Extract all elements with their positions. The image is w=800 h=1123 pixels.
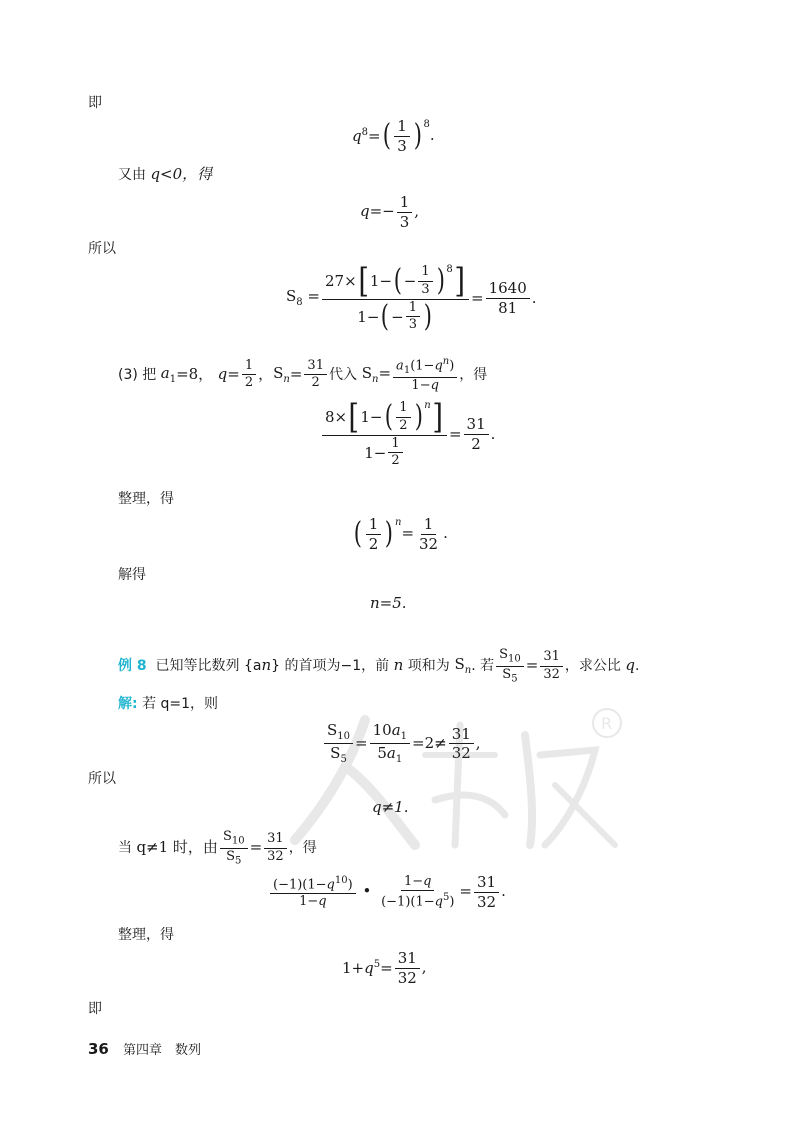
equation-half-power: ( $\frac{1}{2}$ ) $^n$ = $\frac{1}{32}$ .: [353, 515, 448, 553]
part3-line: (3) 把 $a_1$ =8， q= $\frac{1}{2}$ ， $S_n$ = $\frac{31}{2}$ 代入 $S_n=$ $\frac{a_1(1-q^n)}{1-q}$ ，得: [118, 356, 488, 393]
equation-n5: n=5.: [370, 594, 407, 612]
example-label: 例 8: [118, 658, 147, 674]
equation-q-value: q=− $\frac{1}{3}$ ,: [360, 193, 420, 231]
equation-s8: $S_8$ = 27× [ 1− ( − $\frac{1}{3}$ ) $^8$ ] 1− ( − $\frac{1}{3}$ ) = $\frac{1640}{81}$ .: [286, 261, 537, 334]
word-suoyi-2: 所以: [88, 771, 116, 787]
chapter-title: 第四章 数列: [123, 1043, 202, 1058]
solution-start: 解: 若 q=1，则: [118, 696, 219, 712]
page-number: 36: [88, 1040, 109, 1058]
svg-text:R: R: [601, 714, 613, 733]
word-jiede: 解得: [118, 567, 146, 583]
equation-ratio-general: $\frac{(-1)(1-q^{10})}{1-q}$ • $\frac{1-q}{(-1)(1-q^5)}$ = $\frac{31}{32}$ .: [268, 874, 506, 910]
example-8-statement: 例 8 已知等比数列 {a n } 的首项为−1，前 n 项和为 $S_n$ . 若 $\frac{S_{10}}{S_5}$ = $\frac{31}{32}$ ，求公比 q .: [118, 647, 640, 685]
word-zhengli: 整理，得: [118, 491, 174, 507]
word-ji-2: 即: [88, 1001, 102, 1017]
equation-q8: $q^8=$ ( $\frac{1}{3}$ ) $^8$ .: [352, 117, 435, 155]
equation-part3: 8× [ 1− ( $\frac{1}{2}$ ) $^n$ ] 1− $\frac{1}{2}$ = $\frac{31}{2}$ .: [320, 400, 495, 469]
condition-line: 又由 q<0，得: [118, 165, 213, 183]
word-zhengli-2: 整理，得: [118, 927, 174, 943]
equation-q5: $1+q^5=$ $\frac{31}{32}$ ,: [342, 949, 427, 987]
equation-q-ne-1: q≠1.: [372, 798, 409, 816]
word-ji: 即: [88, 95, 102, 111]
equation-ratio-q1: $\frac{S_{10}}{S_5}$ = $\frac{10a_1}{5a_1}$ =2≠ $\frac{31}{32}$ ,: [322, 722, 481, 765]
page-footer: [88, 1040, 201, 1060]
word-suoyi: 所以: [88, 241, 116, 257]
solution-label: 解:: [118, 696, 138, 712]
case-line: 当 q≠1 时，由 $\frac{S_{10}}{S_5}$ = $\frac{31}{32}$ ，得: [118, 829, 317, 867]
